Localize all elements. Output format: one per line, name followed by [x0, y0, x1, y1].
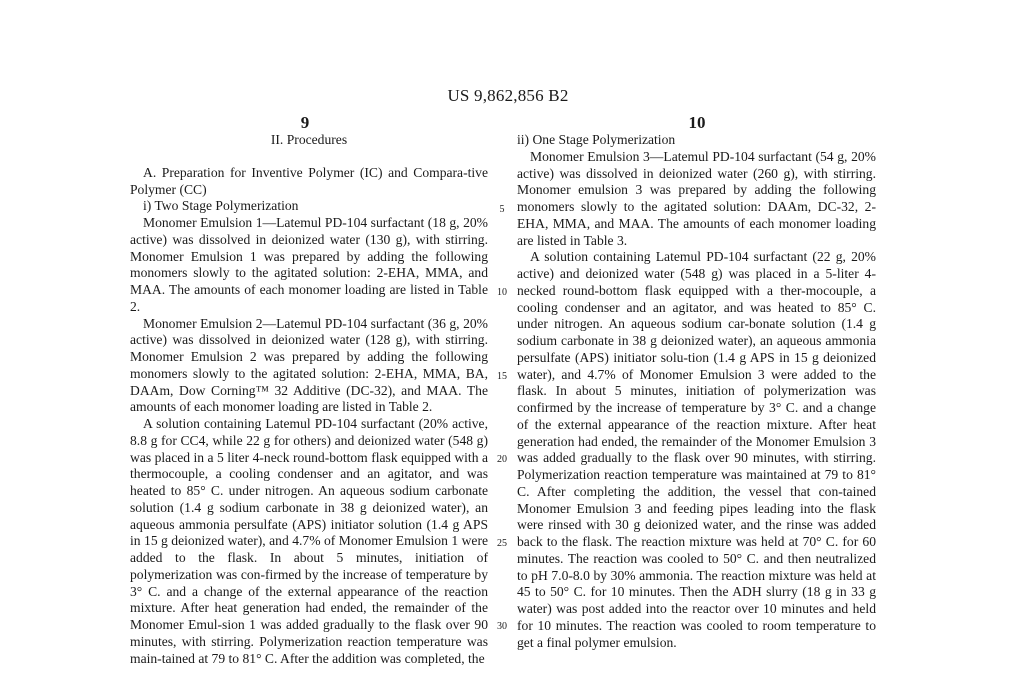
line-number: 10 [497, 287, 507, 298]
right-column-number: 10 [688, 113, 706, 132]
patent-number: US 9,862,856 B2 [447, 86, 569, 105]
two-stage-heading: i) Two Stage Polymerization [143, 198, 299, 214]
line-number: 25 [497, 538, 507, 549]
section-a-heading: A. Preparation for Inventive Polymer (IC) and Compara-tive Polymer (CC) [130, 164, 488, 197]
right-text-column [517, 132, 876, 651]
one-stage-solution-paragraph: A solution containing Latemul PD-104 surfactant (22 g, 20% active) and deionized water (548 g) was placed in a 5-liter 4-necked round-bottom flask equipped with a ther-mocouple, a cooling condenser and an agitator, and was heated to 85° C. under nitrogen. An aqueous sodium car-bonate solution (1.4 g sodium carbonate in 38 g deionized water), an aqueous ammonia persulfate (APS) initiator solu-tion (1.4 g APS in 15 g deionized water), and 4.7% of Monomer Emulsion 3 were added to the flask. In about 5 minutes, initiation of polymerization was confirmed by the increase of temperature by 3° C. and a change of the external appearance of the reaction mixture. After heat generation had ended, the remainder of the Monomer Emulsion 3 was added gradually to the flask over 90 minutes, with stirring. Polymerization reaction temperature was maintained at 79 to 81° C. After completing the addition, the vessel that con-tained Monomer Emulsion 3 and feeding pipes leading into the flask were rinsed with 30 g deionized water, and the rinse was added back to the flask. The reaction mixture was held at 70° C. for 60 minutes. The reaction was cooled to 50° C. and then neutralized to pH 7.0-8.0 by 30% ammonia. The reaction mixture was held at 45 to 50° C. for 10 minutes. Then the ADH slurry (18 g in 33 g water) was post added into the reactor over 10 minutes and held for 10 minutes. The reaction was cooled to room temperature to get a final polymer emulsion. [517, 249, 876, 650]
monomer-emulsion-2-paragraph: Monomer Emulsion 2—Latemul PD-104 surfactant (36 g, 20% active) was dissolved in deionized water (128 g), with stirring. Monomer Emulsion 2 was prepared by adding the following monomers slowly to the agitated solution: 2-EHA, MMA, BA, DAAm, Dow Corning™ 32 Additive (DC-32), and MAA. The amounts of each monomer loading are listed in Table 2. [130, 315, 488, 415]
line-number: 15 [497, 371, 507, 382]
left-column-number: 9 [300, 113, 310, 132]
procedures-heading: II. Procedures [270, 132, 348, 147]
flask-solution-paragraph: A solution containing Latemul PD-104 surfactant (20% active, 8.8 g for CC4, while 22 g for others) and deionized water (548 g) was placed in a 5 liter 4-neck round-bottom flask equipped with a thermocouple, a cooling condenser and an agitator, and was heated to 85° C. under nitrogen. An aqueous sodium carbonate solution (1.4 g sodium carbonate in 38 g deionized water), an aqueous ammonia persulfate (APS) initiator solution (1.4 g APS in 15 g deionized water), and 4.7% of Monomer Emulsion 1 were added to the flask. In about 5 minutes, initiation of polymerization was con-firmed by the increase of temperature by 3° C. and a change of the external appearance of the reaction mixture. After heat generation had ended, the remainder of the Monomer Emul-sion 1 was added gradually to the flask over 90 minutes, with stirring. Polymerization reaction temperature was main-tained at 79 to 81° C. After the addition was completed, the [130, 416, 488, 666]
monomer-emulsion-3-paragraph: Monomer Emulsion 3—Latemul PD-104 surfactant (54 g, 20% active) was dissolved in deionized water (260 g), with stirring. Monomer emulsion 3 was prepared by adding the following monomers slowly to the agitated solution: DAAm, DC-32, 2-EHA, MMA, and MAA. The amounts of each monomer loading are listed in Table 3. [517, 148, 876, 248]
line-number: 5 [499, 204, 505, 215]
left-text-column [130, 132, 488, 667]
one-stage-heading: ii) One Stage Polymerization [517, 132, 676, 147]
line-number: 20 [497, 454, 507, 465]
monomer-emulsion-1-paragraph: Monomer Emulsion 1—Latemul PD-104 surfactant (18 g, 20% active) was dissolved in deionized water (130 g), with stirring. Monomer Emulsion 1 was prepared by adding the following monomers slowly to the agitated solution: 2-EHA, MMA, and MAA. The amounts of each monomer loading are listed in Table 2. [130, 215, 488, 314]
line-number: 30 [497, 621, 507, 632]
